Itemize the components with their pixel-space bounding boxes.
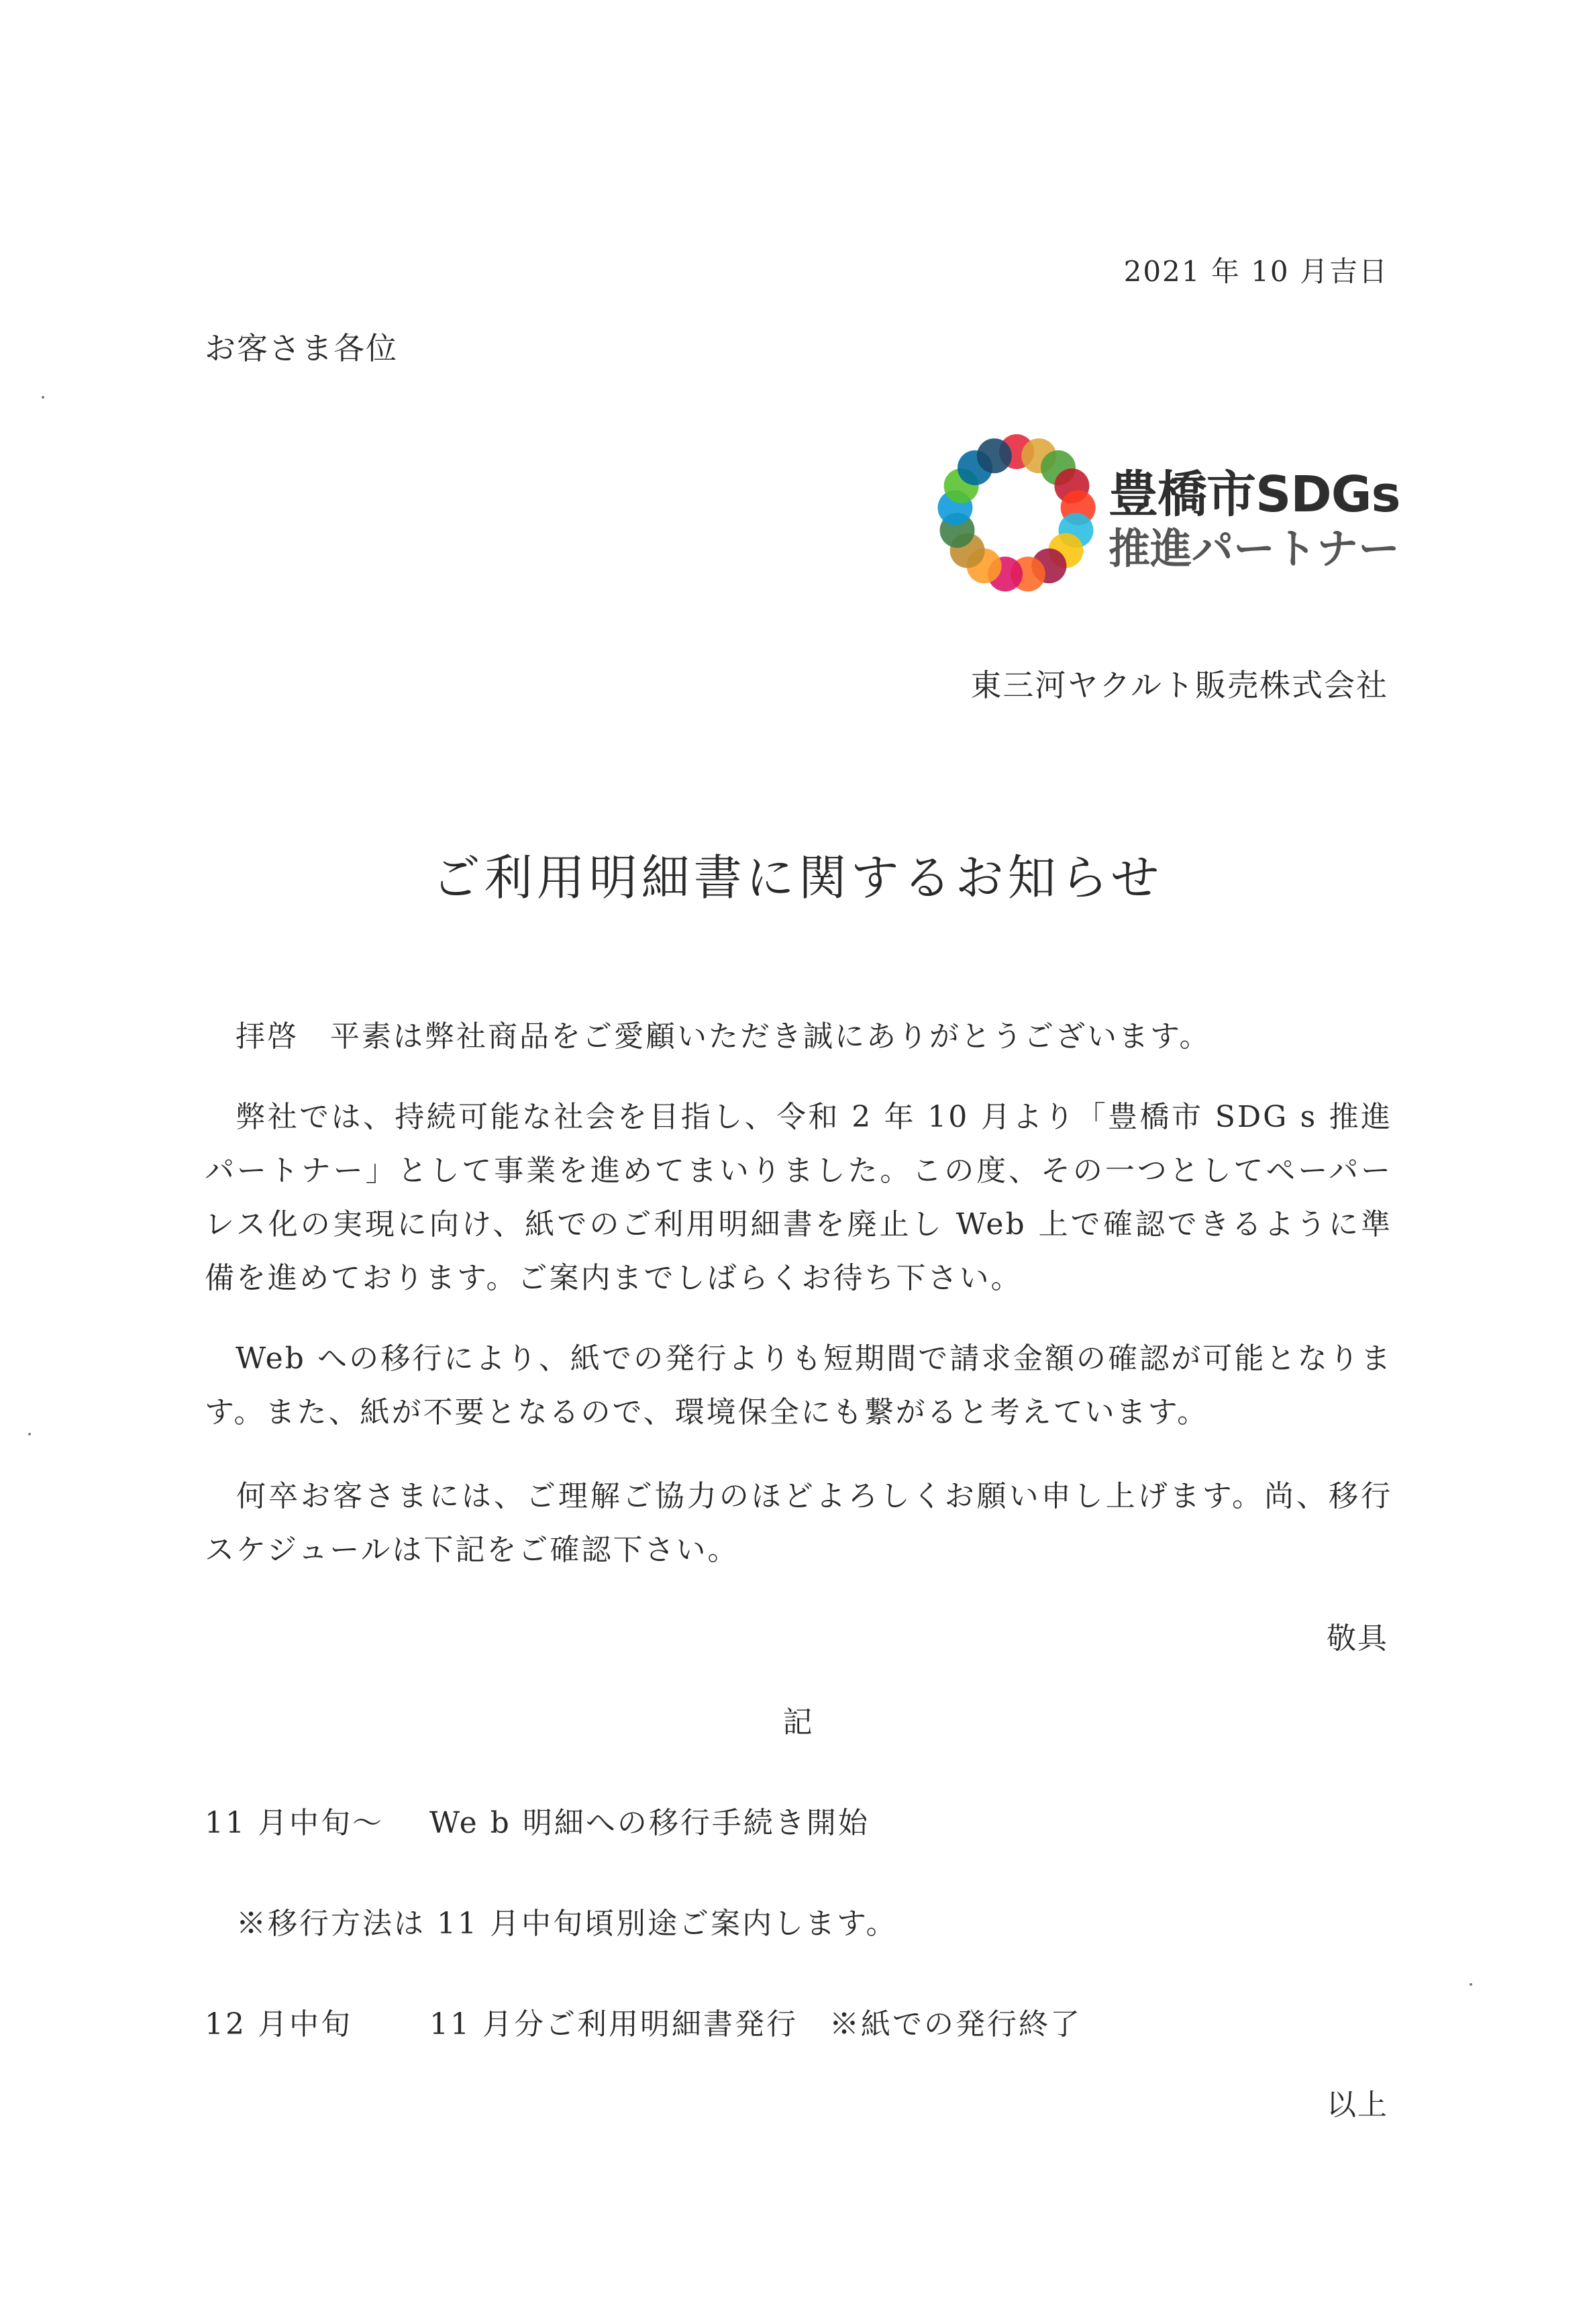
schedule-desc-1: We b 明細への移行手続き開始: [429, 1806, 870, 1840]
sdgs-ring-icon: [933, 430, 1100, 597]
closing-keigu: 敬具: [1327, 1621, 1388, 1656]
paragraph-paperless: 弊社では、持続可能な社会を目指し、令和 2 年 10 月より「豊橋市 SDG s 推進パートナー」として事業を進めてまいりました。この度、その一つとしてペーパーレス化の実現に向け、紙でのご利用明細書を廃止し Web 上で確認できるように準備を進めております。ご案内までしばらくお待ち下さい。: [205, 1100, 1392, 1295]
scan-speck: [28, 1433, 31, 1435]
ring-dot: [977, 438, 1012, 473]
scan-speck: [42, 396, 44, 399]
paragraph-request: 何卒お客さまには、ご理解ご協力のほどよろしくお願い申し上げます。尚、移行スケジュールは下記をご確認下さい。: [205, 1479, 1392, 1567]
logo-title: 豊橋市SDGs: [1109, 466, 1400, 523]
letter-date: 2021 年 10 月吉日: [1123, 255, 1388, 288]
schedule-date-1: 11 月中旬～: [205, 1806, 384, 1840]
company-name: 東三河ヤクルト販売株式会社: [970, 667, 1388, 703]
paragraph-greeting: 拝啓 平素は弊社商品をご愛顧いただき誠にありがとうございます。: [236, 1019, 1211, 1054]
schedule-note: ※移行方法は 11 月中旬頃別途ご案内します。: [236, 1907, 898, 1941]
logo-subtitle: 推進パートナー: [1109, 524, 1400, 573]
sdgs-partner-logo: [933, 430, 1400, 597]
scan-speck: [1470, 1983, 1472, 1986]
paragraph-benefits: Web への移行により、紙での発行よりも短期間で請求金額の確認が可能となります。また、紙が不要となるので、環境保全にも繋がると考えています。: [205, 1342, 1392, 1429]
document-title: ご利用明細書に関するお知らせ: [431, 850, 1164, 906]
addressee: お客さま各位: [205, 330, 398, 366]
schedule-desc-2: 11 月分ご利用明細書発行 ※紙での発行終了: [429, 2007, 1082, 2041]
closing-ijo: 以上: [1327, 2088, 1388, 2122]
ki-heading: 記: [782, 1705, 813, 1739]
schedule-date-2: 12 月中旬: [205, 2007, 352, 2041]
